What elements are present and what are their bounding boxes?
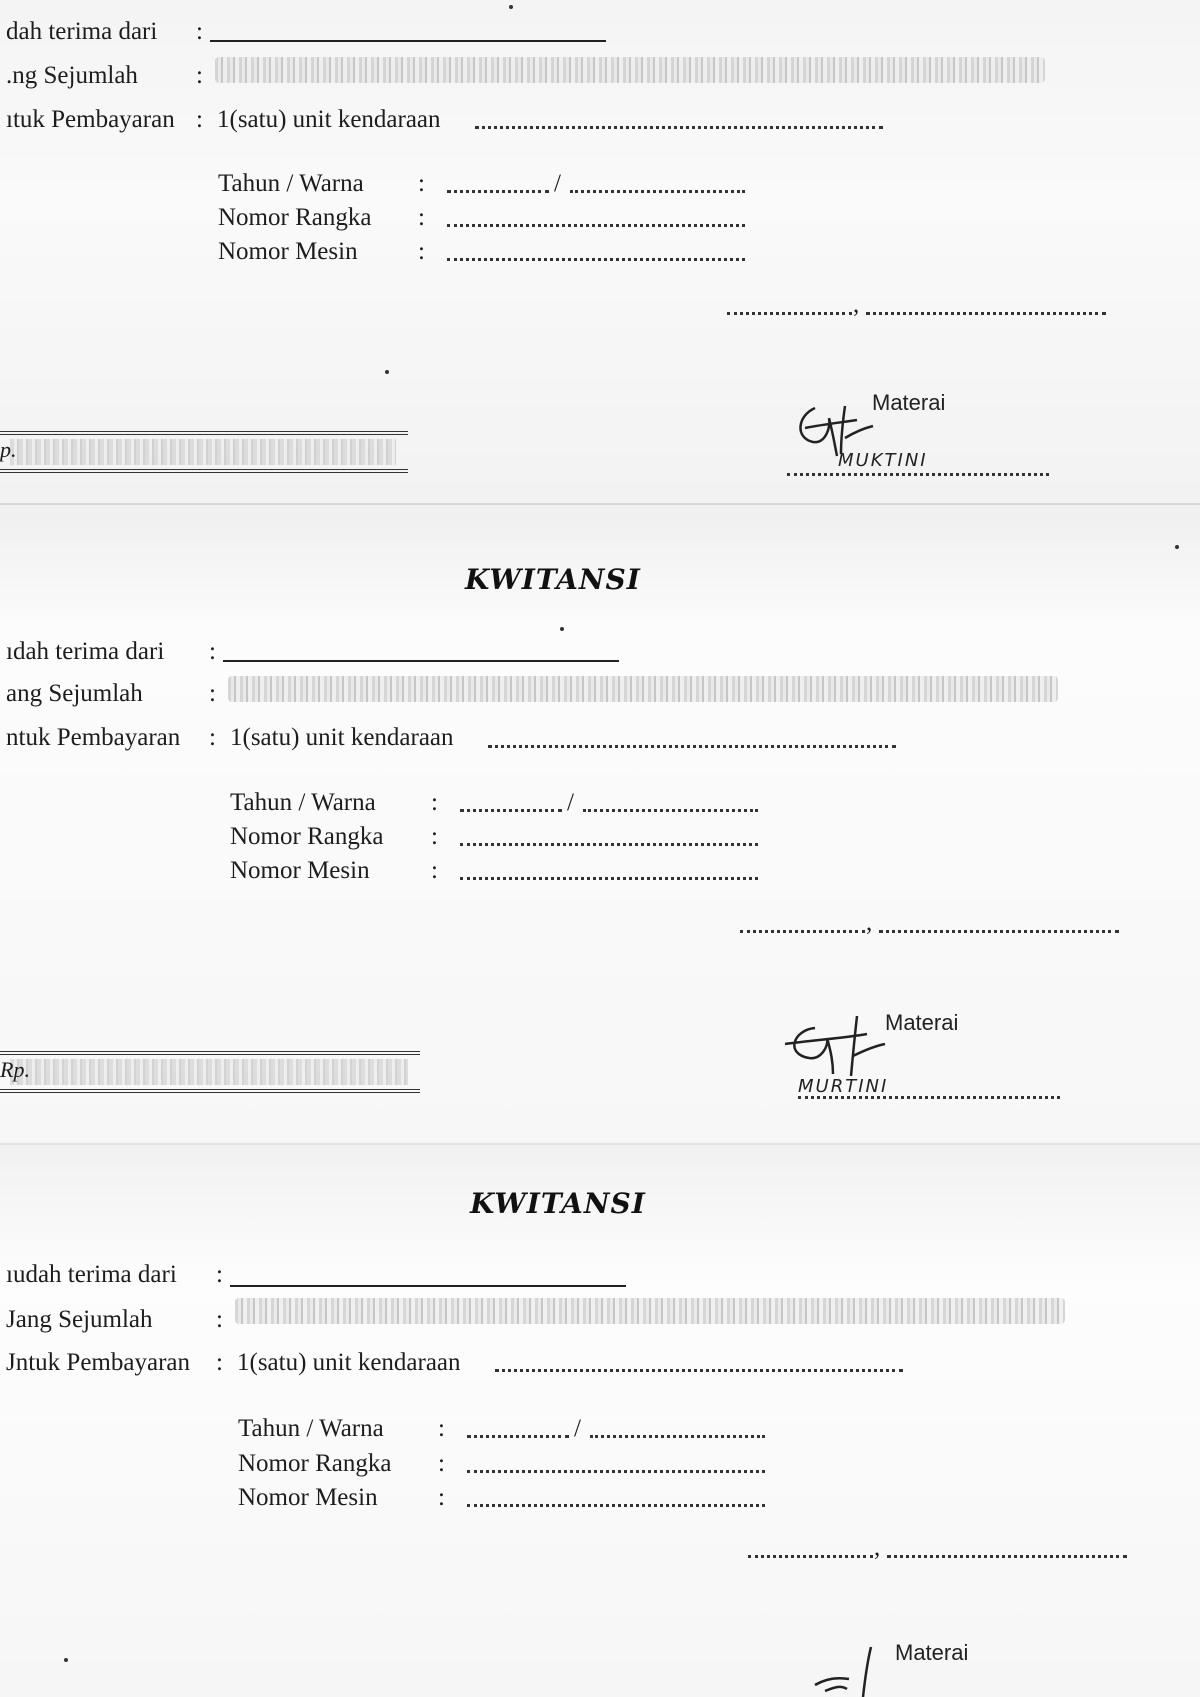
received-from-line xyxy=(230,1285,626,1287)
colon: : xyxy=(216,1349,223,1376)
colon: : xyxy=(196,62,203,89)
redacted-rp xyxy=(10,439,396,465)
colon: : xyxy=(431,789,438,816)
colon: : xyxy=(418,170,425,197)
rp-box xyxy=(0,431,408,473)
payment-dots xyxy=(475,126,883,129)
redacted-rp xyxy=(10,1059,408,1085)
speck xyxy=(509,5,513,9)
date-dots xyxy=(866,312,1106,315)
signature-dots xyxy=(787,473,1049,476)
colon: : xyxy=(431,823,438,850)
colon: : xyxy=(209,680,216,707)
signature-dots xyxy=(798,1096,1060,1099)
speck xyxy=(64,1658,68,1662)
receipt-3 xyxy=(0,1145,1200,1697)
speck xyxy=(560,627,564,631)
amount-label: ang Sejumlah xyxy=(6,680,143,707)
engine-number-dots xyxy=(467,1504,765,1507)
receipt-2 xyxy=(0,505,1200,1145)
frame-number-label: Nomor Rangka xyxy=(218,204,372,231)
frame-number-label: Nomor Rangka xyxy=(230,823,384,850)
rp-label: Rp. xyxy=(0,1057,30,1082)
payment-value: 1(satu) unit kendaraan xyxy=(237,1349,461,1376)
engine-number-label: Nomor Mesin xyxy=(238,1484,378,1511)
date-dots xyxy=(879,930,1119,933)
rp-box xyxy=(0,1051,420,1093)
engine-number-dots xyxy=(447,258,745,261)
page-title: KWITANSI xyxy=(470,1187,646,1220)
receipt-1 xyxy=(0,0,1200,505)
received-from-line xyxy=(210,40,606,42)
year-color-label: Tahun / Warna xyxy=(230,789,376,816)
colon: : xyxy=(431,857,438,884)
engine-number-label: Nomor Mesin xyxy=(230,857,370,884)
comma: , xyxy=(874,1534,881,1561)
rp-label: p. xyxy=(0,437,17,462)
payment-label: Jntuk Pembayaran xyxy=(6,1349,190,1376)
year-dots xyxy=(447,190,549,193)
redacted-amount xyxy=(235,1298,1065,1324)
comma: , xyxy=(853,291,860,318)
frame-number-label: Nomor Rangka xyxy=(238,1450,392,1477)
materai-label: Materai xyxy=(885,1010,959,1035)
colon: : xyxy=(216,1306,223,1333)
amount-label: .ng Sejumlah xyxy=(6,62,138,89)
frame-number-dots xyxy=(460,843,758,846)
color-dots xyxy=(590,1435,765,1438)
colon: : xyxy=(438,1415,445,1442)
payment-label: ntuk Pembayaran xyxy=(6,724,181,751)
payment-value: 1(satu) unit kendaraan xyxy=(230,724,454,751)
materai-label: Materai xyxy=(872,390,946,415)
payment-label: ıtuk Pembayaran xyxy=(6,106,175,133)
year-color-label: Tahun / Warna xyxy=(238,1415,384,1442)
received-from-label: ıdah terima dari xyxy=(6,638,165,665)
slash: / xyxy=(567,789,574,816)
colon: : xyxy=(196,18,203,45)
payment-dots xyxy=(495,1369,903,1372)
page-title: KWITANSI xyxy=(465,563,641,596)
engine-number-label: Nomor Mesin xyxy=(218,238,358,265)
signature xyxy=(775,1010,905,1085)
engine-number-dots xyxy=(460,877,758,880)
speck xyxy=(1175,545,1179,549)
date-dots xyxy=(887,1555,1127,1558)
redacted-amount xyxy=(228,676,1058,702)
speck xyxy=(385,370,389,374)
payment-dots xyxy=(488,745,896,748)
frame-number-dots xyxy=(447,224,745,227)
materai-label: Materai xyxy=(895,1640,969,1665)
received-from-label: ıudah terima dari xyxy=(6,1261,177,1288)
colon: : xyxy=(209,638,216,665)
year-dots xyxy=(460,809,562,812)
amount-label: Jang Sejumlah xyxy=(6,1306,153,1333)
place-dots xyxy=(748,1555,873,1558)
place-dots xyxy=(727,312,852,315)
year-dots xyxy=(467,1435,569,1438)
colon: : xyxy=(438,1450,445,1477)
comma: , xyxy=(866,909,873,936)
signature-name: MUKTINI xyxy=(838,450,928,471)
payment-value: 1(satu) unit kendaraan xyxy=(217,106,441,133)
colon: : xyxy=(418,204,425,231)
slash: / xyxy=(574,1415,581,1442)
redacted-amount xyxy=(215,57,1045,83)
signature xyxy=(805,1645,895,1697)
colon: : xyxy=(196,106,203,133)
color-dots xyxy=(583,809,758,812)
colon: : xyxy=(216,1261,223,1288)
year-color-label: Tahun / Warna xyxy=(218,170,364,197)
colon: : xyxy=(438,1484,445,1511)
place-dots xyxy=(740,930,865,933)
color-dots xyxy=(570,190,745,193)
slash: / xyxy=(554,170,561,197)
received-from-label: dah terima dari xyxy=(6,18,158,45)
colon: : xyxy=(209,724,216,751)
signature-name: MURTINI xyxy=(798,1076,889,1097)
received-from-line xyxy=(223,660,619,662)
frame-number-dots xyxy=(467,1470,765,1473)
colon: : xyxy=(418,238,425,265)
